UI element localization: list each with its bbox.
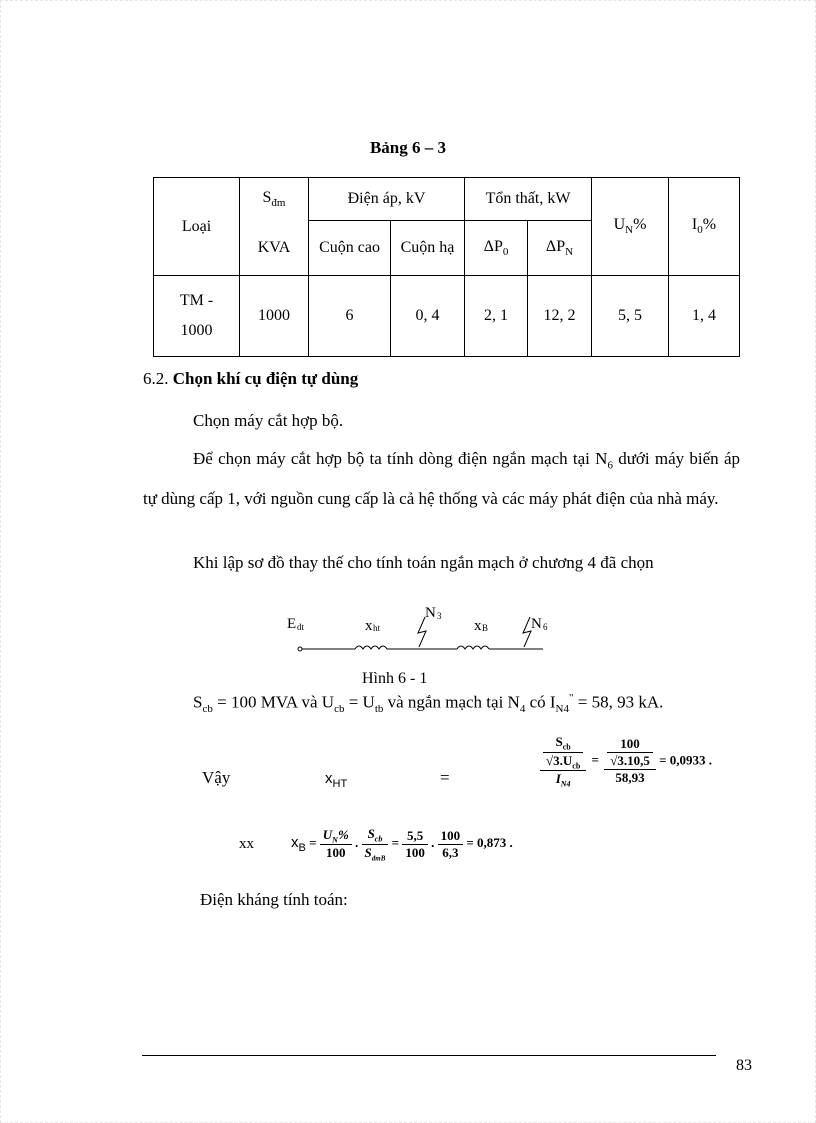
cell-high: 6 — [309, 276, 391, 357]
eq2-expression: $x_B$ = $\frac{U_N\%}{100}$ . $\frac{S_{cb}}{S_{đmB}}$ = $\frac{5,5}{100}$ . $\frac{100}{6,3}$ = 0,873 . — [291, 826, 513, 863]
cell-i0: 1, 4 — [669, 276, 740, 357]
fault-n6-arrow — [523, 617, 531, 647]
header-s-unit: KVA — [240, 221, 309, 276]
source-node — [298, 647, 302, 651]
eq1-lhs: $x_{HT}$ — [325, 770, 348, 790]
header-s: $S_{đm}$ — [240, 178, 309, 221]
cell-dpn: 12, 2 — [528, 276, 592, 357]
label-xb-sub: B — [482, 623, 489, 633]
circuit-svg — [285, 603, 560, 663]
header-un: $U_N\%$ — [592, 178, 669, 276]
paragraph-2: Để chọn máy cắt hợp bộ ta tính dòng điện ngắn mạch tại $N_6$ dưới máy biến áp tự dùng cấp 1, với nguồn cung cấp là cả hệ thống và các máy phát điện của nhà máy. — [143, 449, 740, 509]
page-number: 83 — [736, 1057, 752, 1074]
header-dpn: $\Delta P_N$ — [528, 221, 592, 276]
eq2-frac-un: $\frac{U_N\%}{100}$ — [320, 827, 352, 862]
label-e-sub: dt — [297, 622, 305, 632]
label-xb: x — [474, 618, 482, 634]
header-dp0: $\Delta P_0$ — [465, 221, 528, 276]
eq2-frac-v1: $\frac{5,5}{100}$ — [402, 828, 428, 861]
paragraph-3: Khi lập sơ đồ thay thế cho tính toán ngắn mạch ở chương 4 đã chọn — [193, 553, 654, 572]
label-n6: N — [531, 616, 542, 632]
section-heading: 6.2. Chọn khí cụ điện tự dùng — [143, 369, 359, 388]
header-voltage-low: Cuộn hạ — [391, 221, 465, 276]
eq1-expression: $\frac{\frac{S_{cb}}{√3.U_{cb}}}{I_{N4}}$ = $\frac{\frac{100}{√3.10,5}}{58,93}$ = 0,0933 . — [540, 734, 712, 789]
reactance-b — [457, 646, 489, 649]
header-i0: $I_0\%$ — [669, 178, 740, 276]
label-n6-sub: 6 — [543, 622, 548, 632]
base-values-line: $S_{cb} = 100$ MVA và $U_{cb} = U_{tb}$ và ngắn mạch tại $N_4$ có $I_{N4}^" = 58$, 93 kA. — [193, 692, 664, 716]
paragraph-1: Chọn máy cắt hợp bộ. — [193, 411, 344, 430]
cell-un: 5, 5 — [592, 276, 669, 357]
cell-s: 1000 — [240, 276, 309, 357]
eq2-frac-v2: $\frac{100}{6,3}$ — [438, 828, 464, 861]
label-n3: N — [425, 605, 436, 621]
transformer-table — [153, 177, 740, 357]
label-xht: x — [365, 618, 373, 634]
header-voltage-high: Cuộn cao — [309, 221, 391, 276]
cell-low: 0, 4 — [391, 276, 465, 357]
label-e: E — [287, 616, 297, 632]
header-loai: Loại — [154, 178, 240, 276]
reactance-ht — [355, 646, 387, 649]
cell-dp0: 2, 1 — [465, 276, 528, 357]
label-xht-sub: ht — [373, 623, 381, 633]
header-voltage: Điện áp, kV — [309, 178, 465, 221]
figure-caption: Hình 6 - 1 — [362, 670, 428, 687]
fault-n3-arrow — [418, 617, 426, 647]
circuit-diagram — [285, 603, 560, 663]
eq2-prefix: xx — [239, 836, 254, 852]
header-losses: Tổn thất, kW — [465, 178, 592, 221]
eq1-symbolic-fraction: $\frac{\frac{S_{cb}}{√3.U_{cb}}}{I_{N4}}$ — [540, 734, 586, 789]
cell-loai: TM - 1000 — [154, 276, 240, 357]
eq1-value-fraction: $\frac{\frac{100}{√3.10,5}}{58,93}$ — [604, 736, 656, 786]
eq1-vay: Vậy — [202, 768, 231, 787]
eq2-frac-s: $\frac{S_{cb}}{S_{đmB}}$ — [362, 826, 389, 862]
table-title: Bảng 6 – 3 — [369, 138, 447, 157]
paragraph-4: Điện kháng tính toán: — [200, 890, 348, 909]
label-n3-sub: 3 — [437, 611, 442, 621]
eq1-equals: = — [440, 768, 450, 787]
footer-rule — [142, 1055, 716, 1056]
